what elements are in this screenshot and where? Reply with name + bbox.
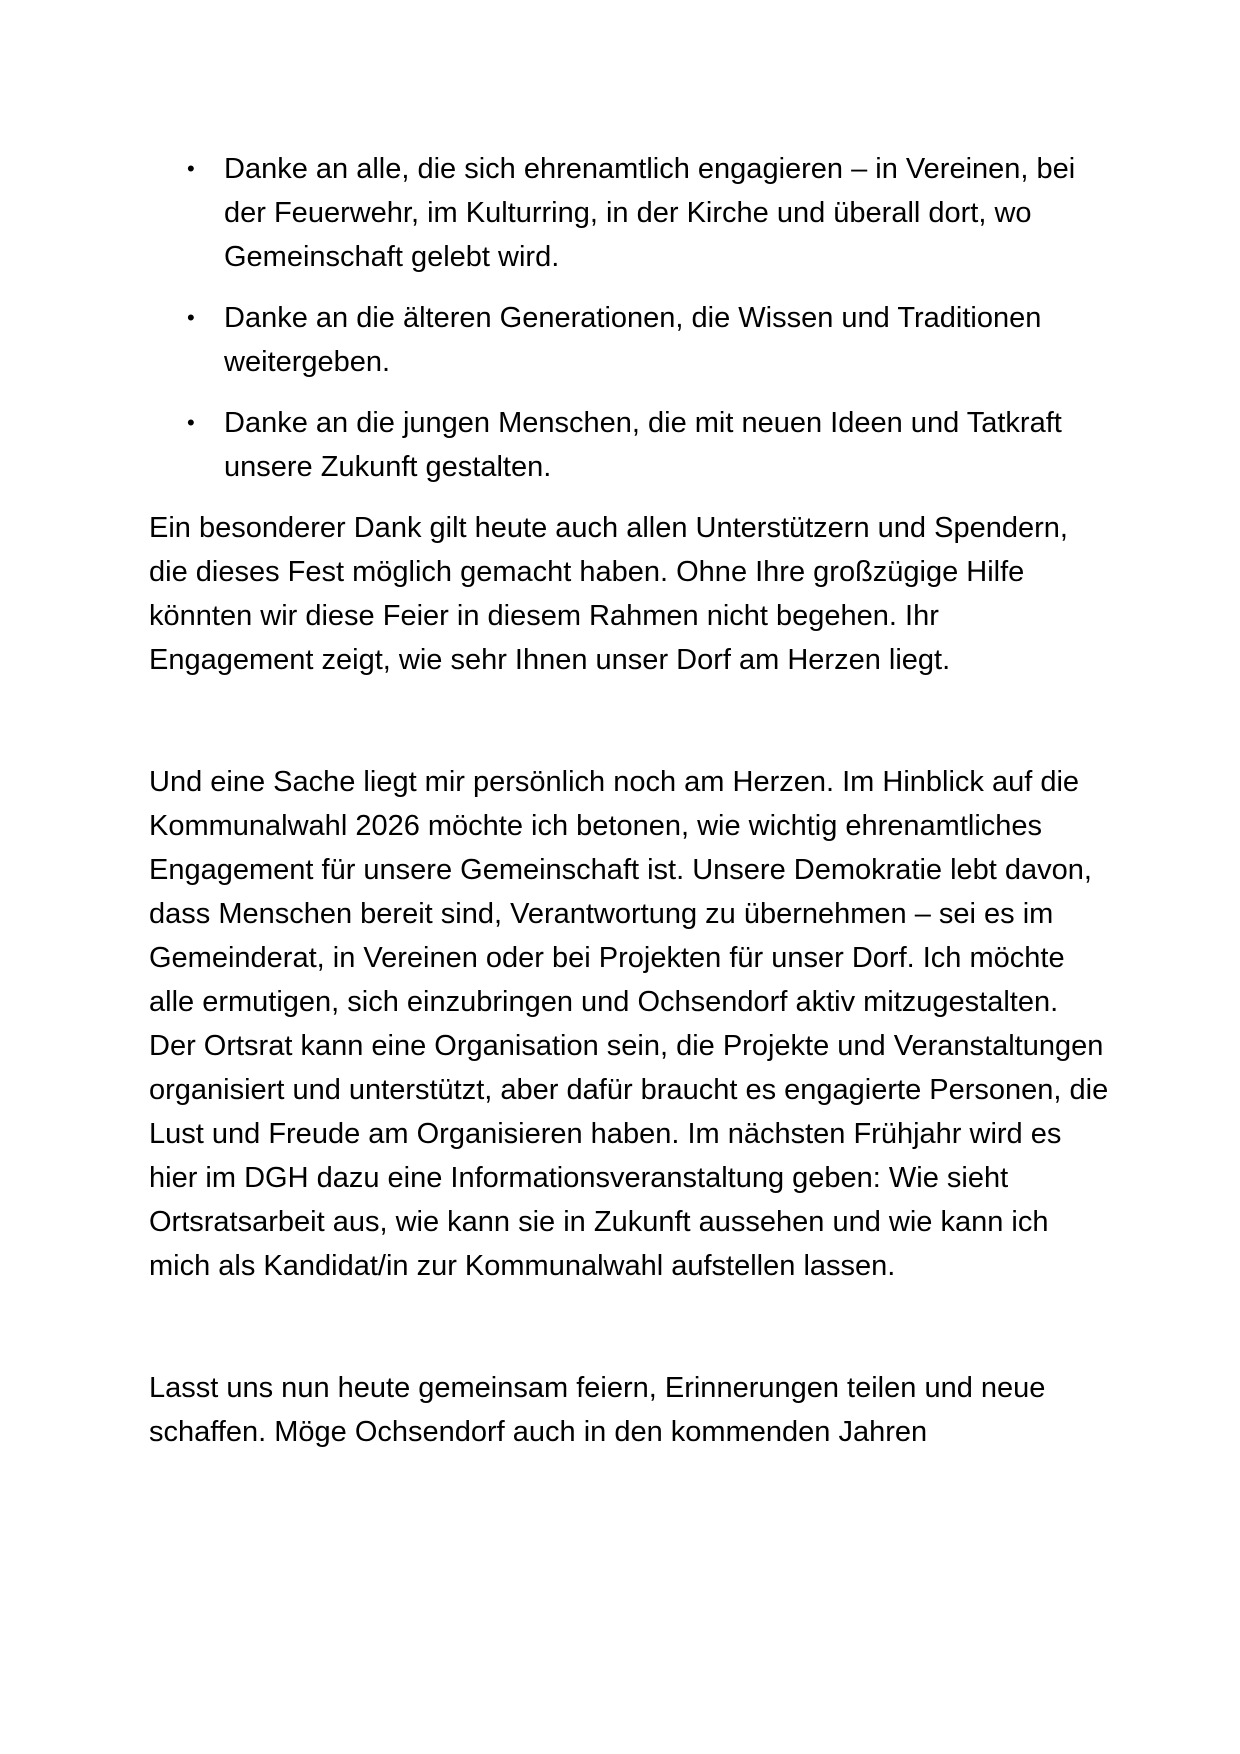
bullet-icon: • [187,410,195,435]
list-item-text: Danke an die jungen Menschen, die mit neuen Ideen und Tatkraft unsere Zukunft gestalten. [224,407,1062,483]
document-body [149,147,1109,1454]
list-item-text: Danke an die älteren Generationen, die Wissen und Traditionen weitergeben. [224,302,1042,378]
bullet-icon: • [187,156,195,181]
paragraph-closing: Lasst uns nun heute gemeinsam feiern, Erinnerungen teilen und neue schaffen. Möge Ochsendorf auch in den kommenden Jahren [149,1372,1046,1448]
thanks-list [149,147,1109,489]
paragraph-local-election: Und eine Sache liegt mir persönlich noch am Herzen. Im Hinblick auf die Kommunalwahl 2026 möchte ich betonen, wie wichtig ehrenamtliches Engagement für unsere Gemeinschaft ist. Unsere Demokratie lebt davon, dass Menschen bereit sind, Verantwortung zu übernehmen – sei es im Gemeinderat, in Vereinen oder bei Projekten für unser Dorf. Ich möchte alle ermutigen, sich einzubringen und Ochsendorf aktiv mitzugestalten. Der Ortsrat kann eine Organisation sein, die Projekte und Veranstaltungen organisiert und unterstützt, aber dafür braucht es engagierte Personen, die Lust und Freude am Organisieren haben. Im nächsten Frühjahr wird es hier im DGH dazu eine Informationsveranstaltung geben: Wie sieht Ortsratsarbeit aus, wie kann sie in Zukunft aussehen und wie kann ich mich als Kandidat/in zur Kommunalwahl aufstellen lassen. [149,766,1109,1282]
paragraph-thanks-supporters: Ein besonderer Dank gilt heute auch allen Unterstützern und Spendern, die dieses Fest möglich gemacht haben. Ohne Ihre großzügige Hilfe könnten wir diese Feier in diesem Rahmen nicht begehen. Ihr Engagement zeigt, wie sehr Ihnen unser Dorf am Herzen liegt. [149,512,1068,676]
list-item [149,147,1109,279]
bullet-icon: • [187,305,195,330]
list-item-text: Danke an alle, die sich ehrenamtlich engagieren – in Vereinen, bei der Feuerwehr, im Kulturring, in der Kirche und überall dort, wo Gemeinschaft gelebt wird. [224,153,1076,273]
list-item [149,296,1109,384]
list-item [149,401,1109,489]
